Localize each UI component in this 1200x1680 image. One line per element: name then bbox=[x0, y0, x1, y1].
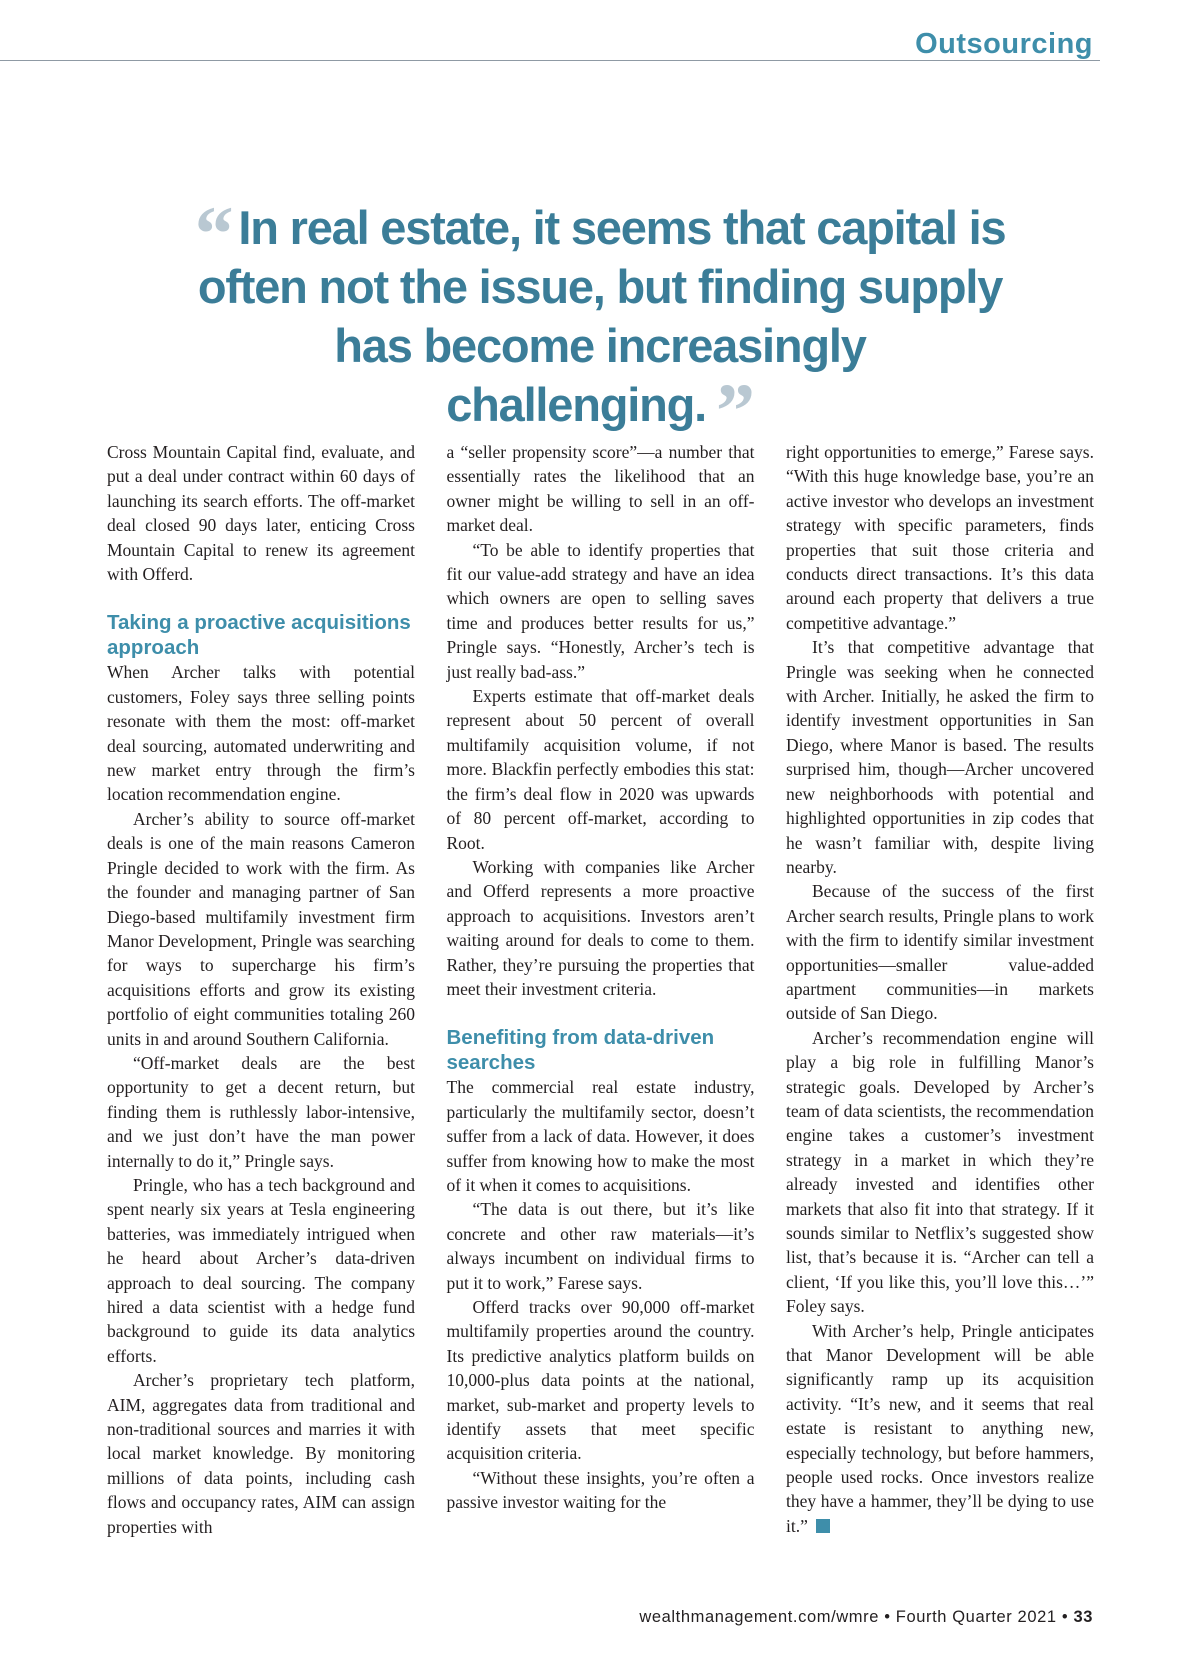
paragraph: Cross Mountain Capital find, evaluate, and put a deal under contract within 60 days of launching its search efforts. The off-market deal closed 90 days later, enticing Cross Mountain Capital to renew its agreement with Offerd. bbox=[107, 442, 415, 585]
paragraph-text: With Archer’s help, Pringle anticipates that Manor Development will be able significantly ramp up its acquisition activity. “It’s new, and it seems that real estate is resistant to anything new, especially technology, but before hammers, people used rocks. Once investors realize they have a hammer, they’ll be dying to use it.” bbox=[786, 1320, 1094, 1536]
close-quote-icon: ” bbox=[716, 367, 754, 454]
paragraph: It’s that competitive advantage that Pringle was seeking when he connected with Archer. Initially, he asked the firm to identify investment opportunities in San Diego, where Manor is based. The results surprised him, though—Archer uncovered new neighborhoods with potential and highlighted opportunities in zip codes that he wasn’t familiar with, despite living nearby. bbox=[786, 637, 1094, 877]
paragraph: “Off-market deals are the best opportunity to get a decent return, but finding them is ruthlessly labor-intensive, and we just don’t have the man power internally to do it,” Pringle says. bbox=[107, 1052, 415, 1171]
paragraph: The commercial real estate industry, particularly the multifamily sector, doesn’t suffer from a lack of data. However, it does suffer from knowing how to make the most of it when it comes to acquisitions. bbox=[446, 1077, 755, 1195]
page-footer bbox=[639, 1608, 1093, 1627]
footer-separator: • bbox=[1061, 1608, 1069, 1626]
paragraph: Experts estimate that off-market deals represent about 50 percent of overall multifamily acquisition volume, if not more. Blackfin perfectly embodies this stat: the firm’s deal flow in 2020 was upwards of 80 percent off-market, according to Root. bbox=[446, 686, 755, 853]
open-quote-icon: “ bbox=[194, 190, 233, 277]
paragraph: Because of the success of the first Archer search results, Pringle plans to work with the firm to identify similar investment opportunities—smaller value-added apartment communities—in markets outside of San Diego. bbox=[786, 881, 1094, 1024]
paragraph: right opportunities to emerge,” Farese says. “With this huge knowledge base, you’re an active investor who develops an investment strategy with specific parameters, finds properties that suit those criteria and conducts direct transactions. It’s this data around each property that delivers a true competitive advantage.” bbox=[786, 442, 1094, 633]
subheading-data-driven-searches: Benefiting from data-driven searches bbox=[446, 1026, 715, 1075]
footer-issue: Fourth Quarter 2021 bbox=[895, 1608, 1057, 1626]
subheading-proactive-acquisitions: Taking a proactive acquisitions approach bbox=[107, 611, 411, 660]
paragraph: “To be able to identify properties that fit our value-add strategy and have an idea which owners are open to selling saves time and produces better results for us,” Pringle says. “Honestly, Archer’s tech is just really bad-ass.” bbox=[446, 539, 755, 682]
pull-quote-text: In real estate, it seems that capital is often not the issue, but finding supply has become increasingly challenging. bbox=[197, 201, 1006, 431]
paragraph-final bbox=[786, 1319, 1094, 1539]
paragraph: a “seller propensity score”—a number that essentially rates the likelihood that an owner might be willing to sell in an off-market deal. bbox=[446, 442, 755, 536]
paragraph: Pringle, who has a tech background and spent nearly six years at Tesla engineering batteries, was immediately intrigued when he heard about Archer’s data-driven approach to deal sourcing. The company hired a data scientist with a hedge fund background to guide its data analytics efforts. bbox=[107, 1174, 415, 1366]
paragraph: “Without these insights, you’re often a passive investor waiting for the bbox=[446, 1467, 755, 1513]
paragraph: Offerd tracks over 90,000 off-market multifamily properties around the country. Its predictive analytics platform builds on 10,000-plus data points at the national, market, sub-market and property levels to identify assets that meet specific acquisition criteria. bbox=[446, 1297, 755, 1464]
paragraph: Archer’s ability to source off-market deals is one of the main reasons Cameron Pringle decided to work with the firm. As the founder and managing partner of San Diego-based multifamily investment firm Manor Development, Pringle was searching for ways to supercharge his firm’s acquisitions efforts and grow its existing portfolio of eight communities totaling 260 units in and around Southern California. bbox=[107, 808, 415, 1049]
footer-separator: • bbox=[884, 1608, 891, 1626]
paragraph: When Archer talks with potential customers, Foley says three selling points resonate with them the most: off-market deal sourcing, automated underwriting and new market entry through the firm’s location recommendation engine. bbox=[107, 662, 415, 805]
pull-quote bbox=[180, 190, 1020, 454]
page-number: 33 bbox=[1073, 1608, 1093, 1626]
paragraph: Working with companies like Archer and Offerd represents a more proactive approach to acquisitions. Investors aren’t waiting around for deals to come to them. Rather, they’re pursuing the properties that meet their investment criteria. bbox=[446, 856, 755, 999]
section-label: Outsourcing bbox=[915, 28, 1093, 60]
end-of-article-icon bbox=[816, 1519, 830, 1533]
paragraph: “The data is out there, but it’s like concrete and other raw materials—it’s always incumbent on individual firms to put it to work,” Farese says. bbox=[446, 1199, 755, 1293]
article-columns bbox=[107, 440, 1094, 1580]
paragraph: Archer’s proprietary tech platform, AIM, aggregates data from traditional and non-traditional sources and marries it with local market knowledge. By monitoring millions of data points, including cash flows and occupancy rates, AIM can assign properties with bbox=[107, 1370, 415, 1537]
column-2 bbox=[447, 440, 755, 1580]
column-1 bbox=[107, 440, 415, 1580]
column-3 bbox=[786, 440, 1094, 1580]
footer-site: wealthmanagement.com/wmre bbox=[639, 1608, 879, 1626]
paragraph: Archer’s recommendation engine will play a big role in fulfilling Manor’s strategic goals. Developed by Archer’s team of data scientists, the recommendation engine takes a customer’s investment strategy in a market in which they’re already invested and identifies other markets that also fit into that strategy. If it sounds similar to Netflix’s suggested show list, that’s because it is. “Archer can tell a client, ‘If you like this, you’ll love this…’” Foley says. bbox=[786, 1027, 1094, 1317]
